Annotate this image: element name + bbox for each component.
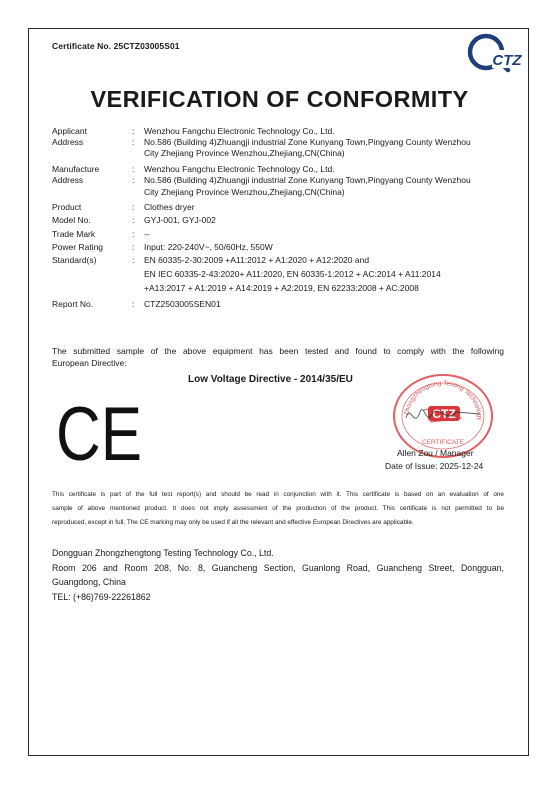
- field-label: Address: [52, 175, 84, 186]
- field-label: Applicant: [52, 126, 87, 136]
- field-value: CTZ2503005SEN01: [144, 298, 221, 309]
- compliance-statement: [52, 345, 504, 369]
- disclaimer-line: reproduced, except in full. The CE marking may only be used if all the relevant and effective European Directives are applicable.: [52, 519, 414, 526]
- disclaimer: [52, 488, 504, 530]
- field-separator: :: [132, 202, 135, 213]
- field-label: Power Rating: [52, 241, 104, 252]
- logo-text: CTZ: [492, 52, 522, 69]
- field-value: --: [144, 228, 150, 239]
- field-separator: :: [132, 137, 135, 148]
- field-manufacture-address: [52, 175, 512, 186]
- field-report-no: [52, 299, 512, 310]
- field-value: Input: 220-240V~, 50/60Hz, 550W: [144, 241, 273, 252]
- field-label: Standard(s): [52, 255, 97, 266]
- field-separator: :: [132, 215, 135, 226]
- field-label: Product: [52, 202, 82, 213]
- statement-line: European Directive:: [52, 358, 127, 368]
- field-applicant: [52, 126, 512, 137]
- field-power-rating: [52, 242, 512, 253]
- field-manufacture: [52, 164, 512, 175]
- field-value: Wenzhou Fangchu Electronic Technology Co., Ltd.: [144, 126, 335, 136]
- ce-mark-text: CE: [56, 392, 142, 477]
- field-value: EN 60335-2-30:2009 +A11:2012 + A1:2020 + A12:2020 and: [144, 255, 370, 266]
- seal-center-text: CTZ: [432, 407, 456, 421]
- disclaimer-line: sample of above mentioned product. It does not imply assessment of the production of the product. This certificate is not permitted to be: [52, 505, 504, 512]
- seal-ring-text: Zhongzhengtong Testing Technology: [403, 379, 484, 421]
- disclaimer-line: This certificate is part of the full test report(s) and should be read in conjunction with it. This certificate is based on an evaluation of one: [52, 491, 504, 498]
- field-model: [52, 215, 512, 226]
- field-separator: :: [132, 126, 135, 136]
- field-separator: :: [132, 164, 135, 175]
- field-separator: :: [132, 255, 135, 266]
- field-label: Trade Mark: [52, 228, 96, 239]
- field-separator: :: [132, 241, 135, 252]
- ctz-logo-icon: [464, 30, 524, 78]
- field-separator: :: [132, 228, 135, 239]
- field-standards: [52, 255, 512, 266]
- field-value-continued: +A13:2017 + A1:2019 + A14:2019 + A2:2019, EN 62233:2008 + AC:2008: [144, 283, 419, 294]
- issuer-name: Dongguan Zhongzhengtong Testing Technology Co., Ltd.: [52, 548, 274, 558]
- field-value: Clothes dryer: [144, 202, 195, 213]
- document-title: VERIFICATION OF CONFORMITY: [90, 86, 469, 112]
- signatory-name: Allen Zou / Manager: [397, 448, 474, 458]
- field-label: Model No.: [52, 215, 91, 226]
- field-trademark: [52, 229, 512, 240]
- certificate-number: Certificate No. 25CTZ03005S01: [52, 41, 180, 51]
- field-value-continued: EN IEC 60335-2-43:2020+ A11:2020, EN 60335-1:2012 + AC:2014 + A11:2014: [144, 269, 441, 280]
- field-applicant-address: [52, 137, 512, 148]
- company-seal-icon: [384, 368, 502, 460]
- field-value: GYJ-001, GYJ-002: [144, 215, 216, 226]
- issuer-block: [52, 546, 504, 604]
- field-product: [52, 202, 512, 213]
- field-value: No.586 (Building 4)Zhuangji industrial Zone Kunyang Town,Pingyang County Wenzhou: [144, 175, 471, 186]
- issuer-address: Room 206 and Room 208, No. 8, Guancheng Section, Guanlong Road, Guancheng Street, Dongguan,: [52, 562, 504, 573]
- issuer-address-continued: Guangdong, China: [52, 577, 126, 587]
- field-label: Manufacture: [52, 164, 100, 175]
- statement-line: The submitted sample of the above equipment has been tested and found to comply with the following: [52, 346, 504, 356]
- seal-bottom-text: CERTIFICATE: [421, 439, 465, 446]
- field-value-continued: City Zhejiang Province Wenzhou,Zhejiang,CN(China): [144, 186, 345, 197]
- field-label: Report No.: [52, 298, 94, 309]
- directive-name: Low Voltage Directive - 2014/35/EU: [188, 374, 353, 385]
- field-value-continued: City Zhejiang Province Wenzhou,Zhejiang,CN(China): [144, 148, 345, 159]
- field-separator: :: [132, 175, 135, 186]
- field-value: Wenzhou Fangchu Electronic Technology Co., Ltd.: [144, 164, 335, 175]
- ce-mark-icon: [56, 392, 144, 477]
- issuer-phone: TEL: (+86)769-22261862: [52, 591, 151, 602]
- issue-date: Date of Issue: 2025-12-24: [385, 461, 484, 471]
- field-separator: :: [132, 298, 135, 309]
- field-label: Address: [52, 137, 84, 148]
- certificate-fields: [52, 126, 512, 310]
- field-value: No.586 (Building 4)Zhuangji industrial Zone Kunyang Town,Pingyang County Wenzhou: [144, 137, 471, 148]
